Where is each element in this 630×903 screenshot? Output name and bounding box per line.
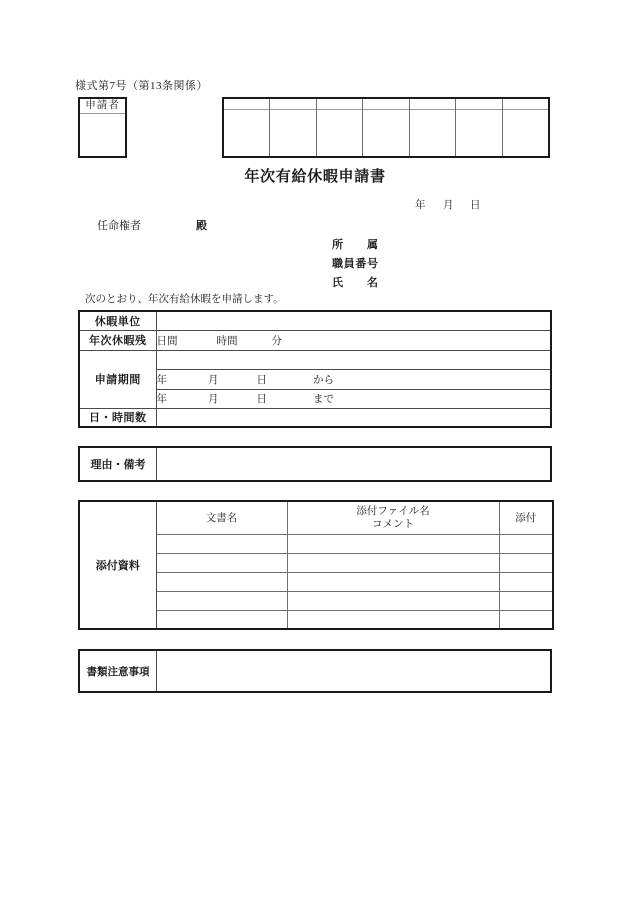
period-from-cell — [156, 369, 551, 389]
from-suffix-label: から — [313, 374, 334, 386]
leave-unit-value-cell — [156, 311, 551, 330]
employee-number-label: 職員番号 — [332, 258, 378, 270]
form-title: 年次有給休暇申請書 — [244, 169, 386, 185]
hours-unit-label: 時間 — [216, 335, 238, 347]
date-year-label: 年 — [415, 200, 426, 211]
from-year-label: 年 — [156, 374, 167, 386]
attachment-file-name-cell — [287, 591, 499, 610]
leave-balance-label: 年次休暇残 — [79, 330, 156, 350]
reason-remarks-box — [78, 446, 552, 482]
addressee-line — [97, 217, 208, 233]
attachment-doc-name-cell — [156, 572, 287, 591]
leave-request-table — [78, 310, 552, 428]
day-hour-count-label: 日・時間数 — [79, 408, 156, 427]
from-month-label: 月 — [208, 374, 219, 386]
leave-balance-value-cell — [156, 330, 551, 350]
attachments-label: 添付資料 — [79, 501, 156, 629]
attachment-doc-name-cell — [156, 591, 287, 610]
date-day-label: 日 — [470, 200, 481, 211]
doc-name-header: 文書名 — [156, 501, 287, 534]
to-month-label: 月 — [208, 394, 219, 405]
leave-unit-label: 休暇単位 — [79, 311, 156, 330]
attached-file-header — [287, 501, 499, 534]
period-label: 申請期間 — [79, 350, 156, 408]
minutes-unit-label: 分 — [271, 335, 282, 347]
to-year-label: 年 — [156, 394, 167, 405]
approval-stamp-cell — [317, 99, 363, 156]
reason-remarks-label: 理由・備考 — [80, 448, 157, 480]
attachment-attach-cell — [499, 591, 553, 610]
document-notes-box — [78, 649, 552, 693]
approval-stamp-cell — [363, 99, 409, 156]
document-notes-value-area — [157, 651, 550, 691]
department-label: 所 属 — [332, 239, 378, 251]
attached-file-header-line2: コメント — [372, 518, 414, 530]
approval-stamp-cell — [270, 99, 316, 156]
attachment-attach-cell — [499, 610, 553, 629]
attachment-file-name-cell — [287, 572, 499, 591]
name-label: 氏 名 — [332, 277, 378, 289]
reason-remarks-value-area — [157, 448, 550, 480]
document-notes-label: 書類注意事項 — [80, 651, 157, 691]
attachment-doc-name-cell — [156, 610, 287, 629]
attachments-table — [78, 500, 554, 630]
applicant-label: 申請者 — [80, 99, 125, 114]
applicant-stamp-box — [78, 97, 127, 158]
attached-file-header-line1: 添付ファイル名 — [356, 505, 430, 517]
approval-stamp-cell — [224, 99, 270, 156]
date-line — [0, 197, 630, 211]
attachment-attach-cell — [499, 534, 553, 553]
days-unit-label: 日間 — [156, 335, 178, 347]
day-hour-count-value-cell — [156, 408, 551, 427]
form-number: 様式第7号（第13条関係） — [75, 80, 208, 92]
honorific-label: 殿 — [196, 220, 208, 232]
date-month-label: 月 — [443, 200, 454, 211]
to-day-label: 日 — [256, 394, 267, 405]
attachment-attach-cell — [499, 572, 553, 591]
attachment-doc-name-cell — [156, 534, 287, 553]
approval-stamp-table — [222, 97, 550, 158]
approval-stamp-cell — [456, 99, 502, 156]
period-extra-cell — [156, 350, 551, 369]
period-to-cell — [156, 389, 551, 408]
attachment-file-name-cell — [287, 553, 499, 572]
approval-stamp-cell — [503, 99, 548, 156]
attachment-file-name-cell — [287, 610, 499, 629]
attachment-doc-name-cell — [156, 553, 287, 572]
to-suffix-label: まで — [313, 394, 334, 405]
appointing-authority-label: 任命権者 — [97, 220, 141, 232]
declaration-text: 次のとおり、年次有給休暇を申請します。 — [85, 294, 284, 305]
from-day-label: 日 — [256, 374, 267, 386]
attachment-file-name-cell — [287, 534, 499, 553]
identity-block — [332, 236, 378, 293]
attach-header: 添付 — [499, 501, 553, 534]
approval-stamp-cell — [410, 99, 456, 156]
attachment-attach-cell — [499, 553, 553, 572]
